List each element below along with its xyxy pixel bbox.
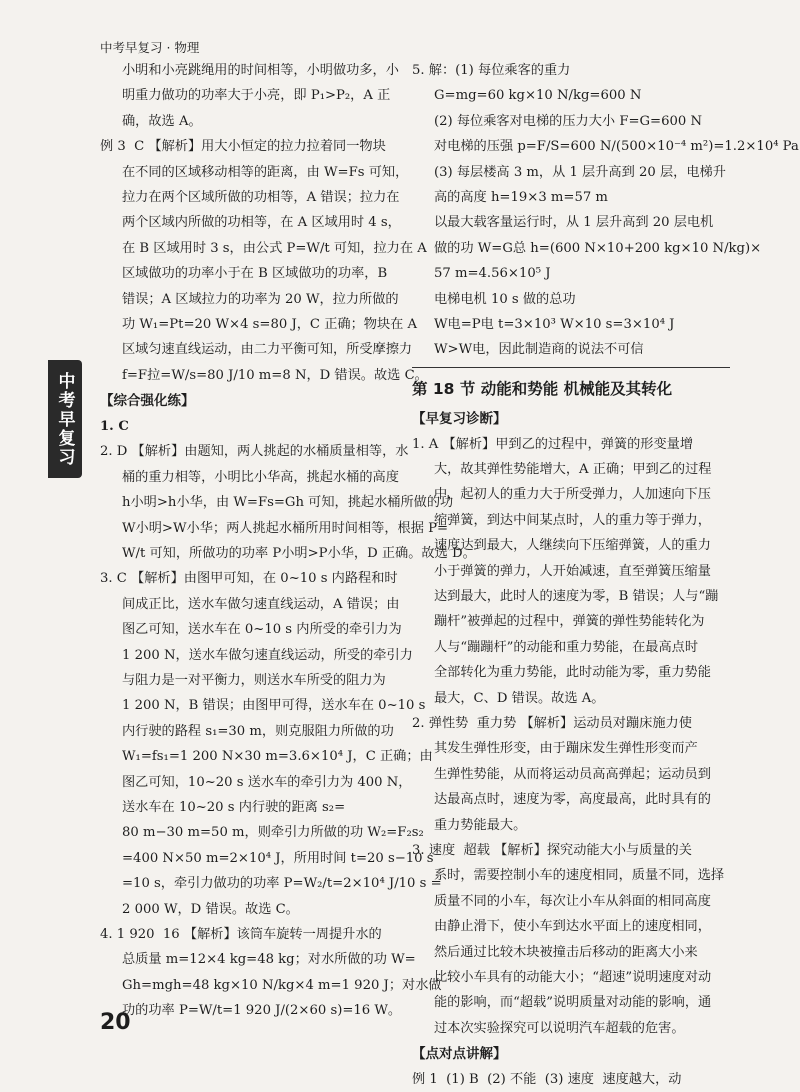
answer-body	[100, 465, 476, 567]
page-number: 20	[100, 1010, 131, 1035]
answer-item: 5. 解：(1) 每位乘客的重力	[412, 63, 571, 78]
text-line: 质量不同的小车，每次让小车从斜面的相同高度	[434, 893, 711, 909]
text-line: (3) 每层楼高 3 m，从 1 层升高到 20 层，电梯升	[434, 164, 726, 180]
text-line: 蹦杆”被弹起的过程中，弹簧的弹性势能转化为	[434, 614, 705, 630]
text-line: 小于弹簧的弹力，人开始减速，直至弹簧压缩量	[434, 563, 711, 579]
answer-item: 3. 速度 超载 【解析】探究动能大小与质量的关	[412, 842, 692, 858]
text-line: 过本次实验探究可以说明汽车超载的危害。	[434, 1020, 685, 1036]
text-line: 拉力在两个区域所做的功相等，A 错误；拉力在	[122, 189, 400, 205]
text-line: =400 N×50 m=2×10⁴ J，所用时间 t=20 s−10 s	[122, 850, 434, 866]
text-line: 桶的重力相等，小明比小华高，挑起水桶的高度	[122, 469, 399, 485]
text-line: 2 000 W，D 错误。故选 C。	[122, 901, 299, 917]
example-3-line: 例 3 C 【解析】用大小恒定的拉力拉着同一物块	[100, 139, 386, 155]
section-title: 第 18 节 动能和势能 机械能及其转化	[412, 367, 730, 406]
left-intro-block	[100, 58, 405, 134]
text-line: f=F拉=W/s=80 J/10 m=8 N，D 错误。故选 C。	[122, 367, 428, 383]
answer-body	[412, 457, 730, 711]
text-line: 内行驶的路程 s₁=30 m，则克服阻力所做的功	[122, 723, 394, 739]
answer-item: 2. D 【解析】由题知，两人挑起的水桶质量相等，水	[100, 444, 409, 460]
section-label-comprehensive: 【综合强化练】	[100, 393, 195, 410]
text-line: W₁=fs₁=1 200 N×30 m=3.6×10⁴ J，C 正确；由	[122, 749, 433, 765]
text-line: 确，故选 A。	[122, 113, 202, 129]
running-header: 中考早复习 · 物理	[100, 40, 200, 55]
text-line: W/t 可知，所做功的功率 P小明>P小华，D 正确。故选 D。	[122, 546, 476, 562]
text-line: 最大，C、D 错误。故选 A。	[434, 690, 605, 706]
side-tab: 中考早复习	[48, 360, 82, 478]
answer-item: 1. A 【解析】甲到乙的过程中，弹簧的形变量增	[412, 436, 694, 452]
text-line: 区域匀速直线运动，由二力平衡可知，所受摩擦力	[122, 342, 413, 358]
text-line: 比较小车具有的动能大小；“超速”说明速度对动	[434, 969, 712, 985]
text-line: 错误；A 区域拉力的功率为 20 W，拉力所做的	[122, 291, 399, 307]
text-line: 速度达到最大，人继续向下压缩弹簧，人的重力	[434, 538, 711, 554]
answer-body	[100, 592, 442, 922]
text-line: 总质量 m=12×4 kg=48 kg；对水所做的功 W=	[122, 952, 416, 968]
section-label-point: 【点对点讲解】	[412, 1046, 507, 1063]
text-line: Gh=mgh=48 kg×10 N/kg×4 m=1 920 J；对水做	[122, 977, 442, 993]
text-line: 由静止滑下，使小车到达水平面上的速度相同，	[434, 919, 711, 935]
text-line: 人与“蹦蹦杆”的动能和重力势能，在最高点时	[434, 639, 699, 655]
text-line: W电=P电 t=3×10³ W×10 s=3×10⁴ J	[434, 316, 675, 332]
text-line: 电梯电机 10 s 做的总功	[434, 291, 576, 307]
answer-item: 4. 1 920 16 【解析】该筒车旋转一周提升水的	[100, 926, 382, 942]
text-line: 全部转化为重力势能，此时动能为零，重力势能	[434, 665, 711, 681]
text-line: W>W电，因此制造商的说法不可信	[434, 342, 644, 358]
text-line: (2) 每位乘客对电梯的压力大小 F=G=600 N	[434, 113, 702, 129]
text-line: 功 W₁=Pt=20 W×4 s=80 J，C 正确；物块在 A	[122, 316, 418, 332]
example-1-line: 例 1 (1) B (2) 不能 (3) 速度 速度越大，动	[412, 1072, 682, 1088]
text-line: 能的影响，而“超载”说明质量对动能的影响，通	[434, 995, 712, 1011]
text-line: 图乙可知，送水车在 0~10 s 内所受的牵引力为	[122, 622, 402, 638]
text-line: 达到最大，此时人的速度为零，B 错误；人与“蹦	[434, 589, 719, 605]
text-line: 以最大载客量运行时，从 1 层升高到 20 层电机	[434, 215, 714, 231]
answer-body	[412, 736, 730, 838]
text-line: 做的功 W=G总 h=(600 N×10+200 kg×10 N/kg)×	[434, 240, 762, 256]
answer-body	[412, 83, 799, 362]
text-line: 其发生弹性形变，由于蹦床发生弹性形变而产	[434, 741, 698, 757]
text-line: 间成正比，送水车做匀速直线运动，A 错误；由	[122, 596, 400, 612]
text-line: 中，起初人的重力大于所受弹力，人加速向下压	[434, 487, 711, 503]
text-line: 然后通过比较木块被撞击后移动的距离大小来	[434, 944, 698, 960]
section-label-diagnosis: 【早复习诊断】	[412, 410, 507, 427]
answer-body	[100, 947, 442, 1023]
example-3-body	[100, 160, 428, 389]
text-line: 与阻力是一对平衡力，则送水车所受的阻力为	[122, 672, 386, 688]
text-line: 生弹性势能，从而将运动员高高弹起；运动员到	[434, 766, 711, 782]
text-line: h小明>h小华，由 W=Fs=Gh 可知，挑起水桶所做的功	[122, 495, 454, 511]
text-line: 对电梯的压强 p=F/S=600 N/(500×10⁻⁴ m²)=1.2×10⁴ Pa	[434, 139, 799, 155]
text-line: 图乙可知，10~20 s 送水车的牵引力为 400 N，	[122, 774, 412, 790]
answer-item: 2. 弹性势 重力势 【解析】运动员对蹦床施力使	[412, 715, 692, 731]
text-line: 区域做功的功率小于在 B 区域做功的功率，B	[122, 266, 388, 282]
text-line: 达最高点时，速度为零，高度最高，此时具有的	[434, 792, 711, 808]
text-line: 大，故其弹性势能增大，A 正确；甲到乙的过程	[434, 462, 712, 478]
text-line: 57 m=4.56×10⁵ J	[434, 266, 551, 282]
answer-item: 1. C	[100, 419, 129, 435]
text-line: 重力势能最大。	[434, 817, 527, 833]
text-line: 两个区域内所做的功相等，在 A 区域用时 4 s，	[122, 215, 401, 231]
text-line: =10 s，牵引力做功的功率 P=W₂/t=2×10⁴ J/10 s =	[122, 876, 442, 892]
text-line: 1 200 N，B 错误；由图甲可得，送水车在 0~10 s	[122, 698, 426, 714]
text-line: W小明>W小华；两人挑起水桶所用时间相等，根据 P=	[122, 520, 449, 536]
right-column	[412, 58, 799, 1092]
text-line: 1 200 N，送水车做匀速直线运动，所受的牵引力	[122, 647, 413, 663]
text-line: 高的高度 h=19×3 m=57 m	[434, 189, 608, 205]
answer-item: 3. C 【解析】由图甲可知，在 0~10 s 内路程和时	[100, 571, 398, 587]
text-line: 小明和小亮跳绳用的时间相等，小明做功多，小	[122, 63, 399, 78]
answer-body	[412, 863, 730, 1041]
text-line: 在 B 区域用时 3 s，由公式 P=W/t 可知，拉力在 A	[122, 240, 427, 256]
text-line: 系时，需要控制小车的速度相同，质量不同，选择	[434, 868, 725, 884]
text-line: 在不同的区域移动相等的距离，由 W=Fs 可知，	[122, 164, 409, 180]
text-line: 缩弹簧，到达中间某点时，人的重力等于弹力，	[434, 512, 711, 528]
text-line: 功的功率 P=W/t=1 920 J/(2×60 s)=16 W。	[122, 1003, 402, 1019]
text-line: 送水车在 10~20 s 内行驶的距离 s₂=	[122, 799, 346, 815]
text-line: G=mg=60 kg×10 N/kg=600 N	[434, 88, 642, 104]
text-line: 明重力做功的功率大于小亮，即 P₁>P₂，A 正	[122, 88, 391, 104]
text-line: 80 m−30 m=50 m，则牵引力所做的功 W₂=F₂s₂	[122, 825, 424, 841]
